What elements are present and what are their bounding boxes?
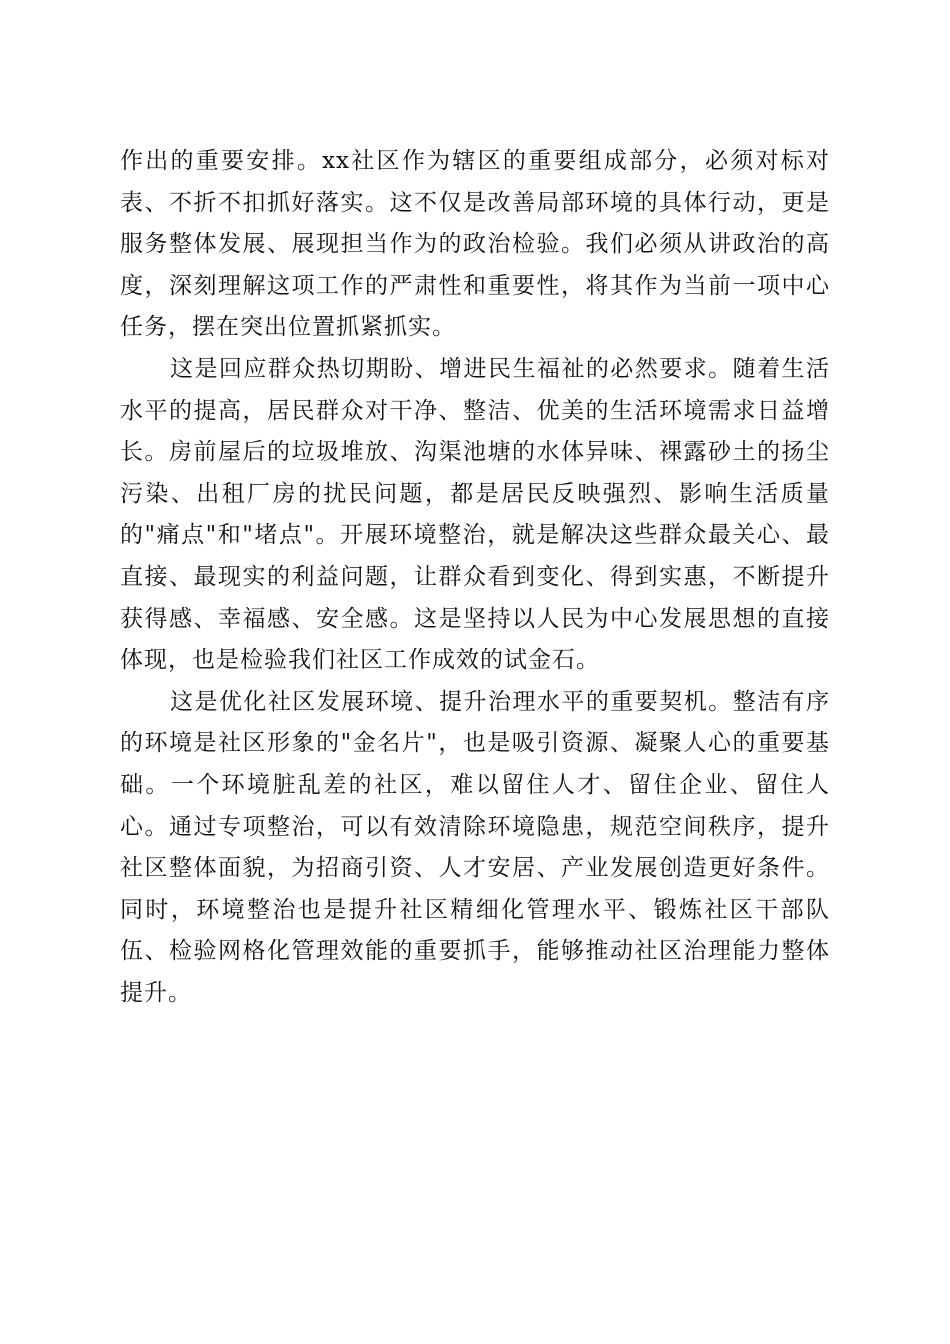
paragraph-governance-opportunity: 这是优化社区发展环境、提升治理水平的重要契机。整洁有序的环境是社区形象的"金名片"，也是吸引资源、凝聚人心的重要基础。一个环境脏乱差的社区，难以留住人才、留住企业、留住人心。通过专项整治，可以有效清除环境隐患，规范空间秩序，提升社区整体面貌，为招商引资、人才安居、产业发展创造更好条件。同时，环境整治也是提升社区精细化管理水平、锻炼社区干部队伍、检验网格化管理效能的重要抓手，能够推动社区治理能力整体提升。 bbox=[120, 688, 830, 1006]
document-body bbox=[120, 141, 830, 1014]
paragraph-continuation: 作出的重要安排。xx社区作为辖区的重要组成部分，必须对标对表、不折不扣抓好落实。这不仅是改善局部环境的具体行动，更是服务整体发展、展现担当作为的政治检验。我们必须从讲政治的高度，深刻理解这项工作的严肃性和重要性，将其作为当前一项中心任务，摆在突出位置抓紧抓实。 bbox=[120, 148, 830, 341]
paragraph-public-expectations: 这是回应群众热切期盼、增进民生福祉的必然要求。随着生活水平的提高，居民群众对干净、整洁、优美的生活环境需求日益增长。房前屋后的垃圾堆放、沟渠池塘的水体异味、裸露砂土的扬尘污染、出租厂房的扰民问题，都是居民反映强烈、影响生活质量的"痛点"和"堵点"。开展环境整治，就是解决这些群众最关心、最直接、最现实的利益问题，让群众看到变化、得到实惠，不断提升获得感、幸福感、安全感。这是坚持以人民为中心发展思想的直接体现，也是检验我们社区工作成效的试金石。 bbox=[120, 355, 830, 674]
